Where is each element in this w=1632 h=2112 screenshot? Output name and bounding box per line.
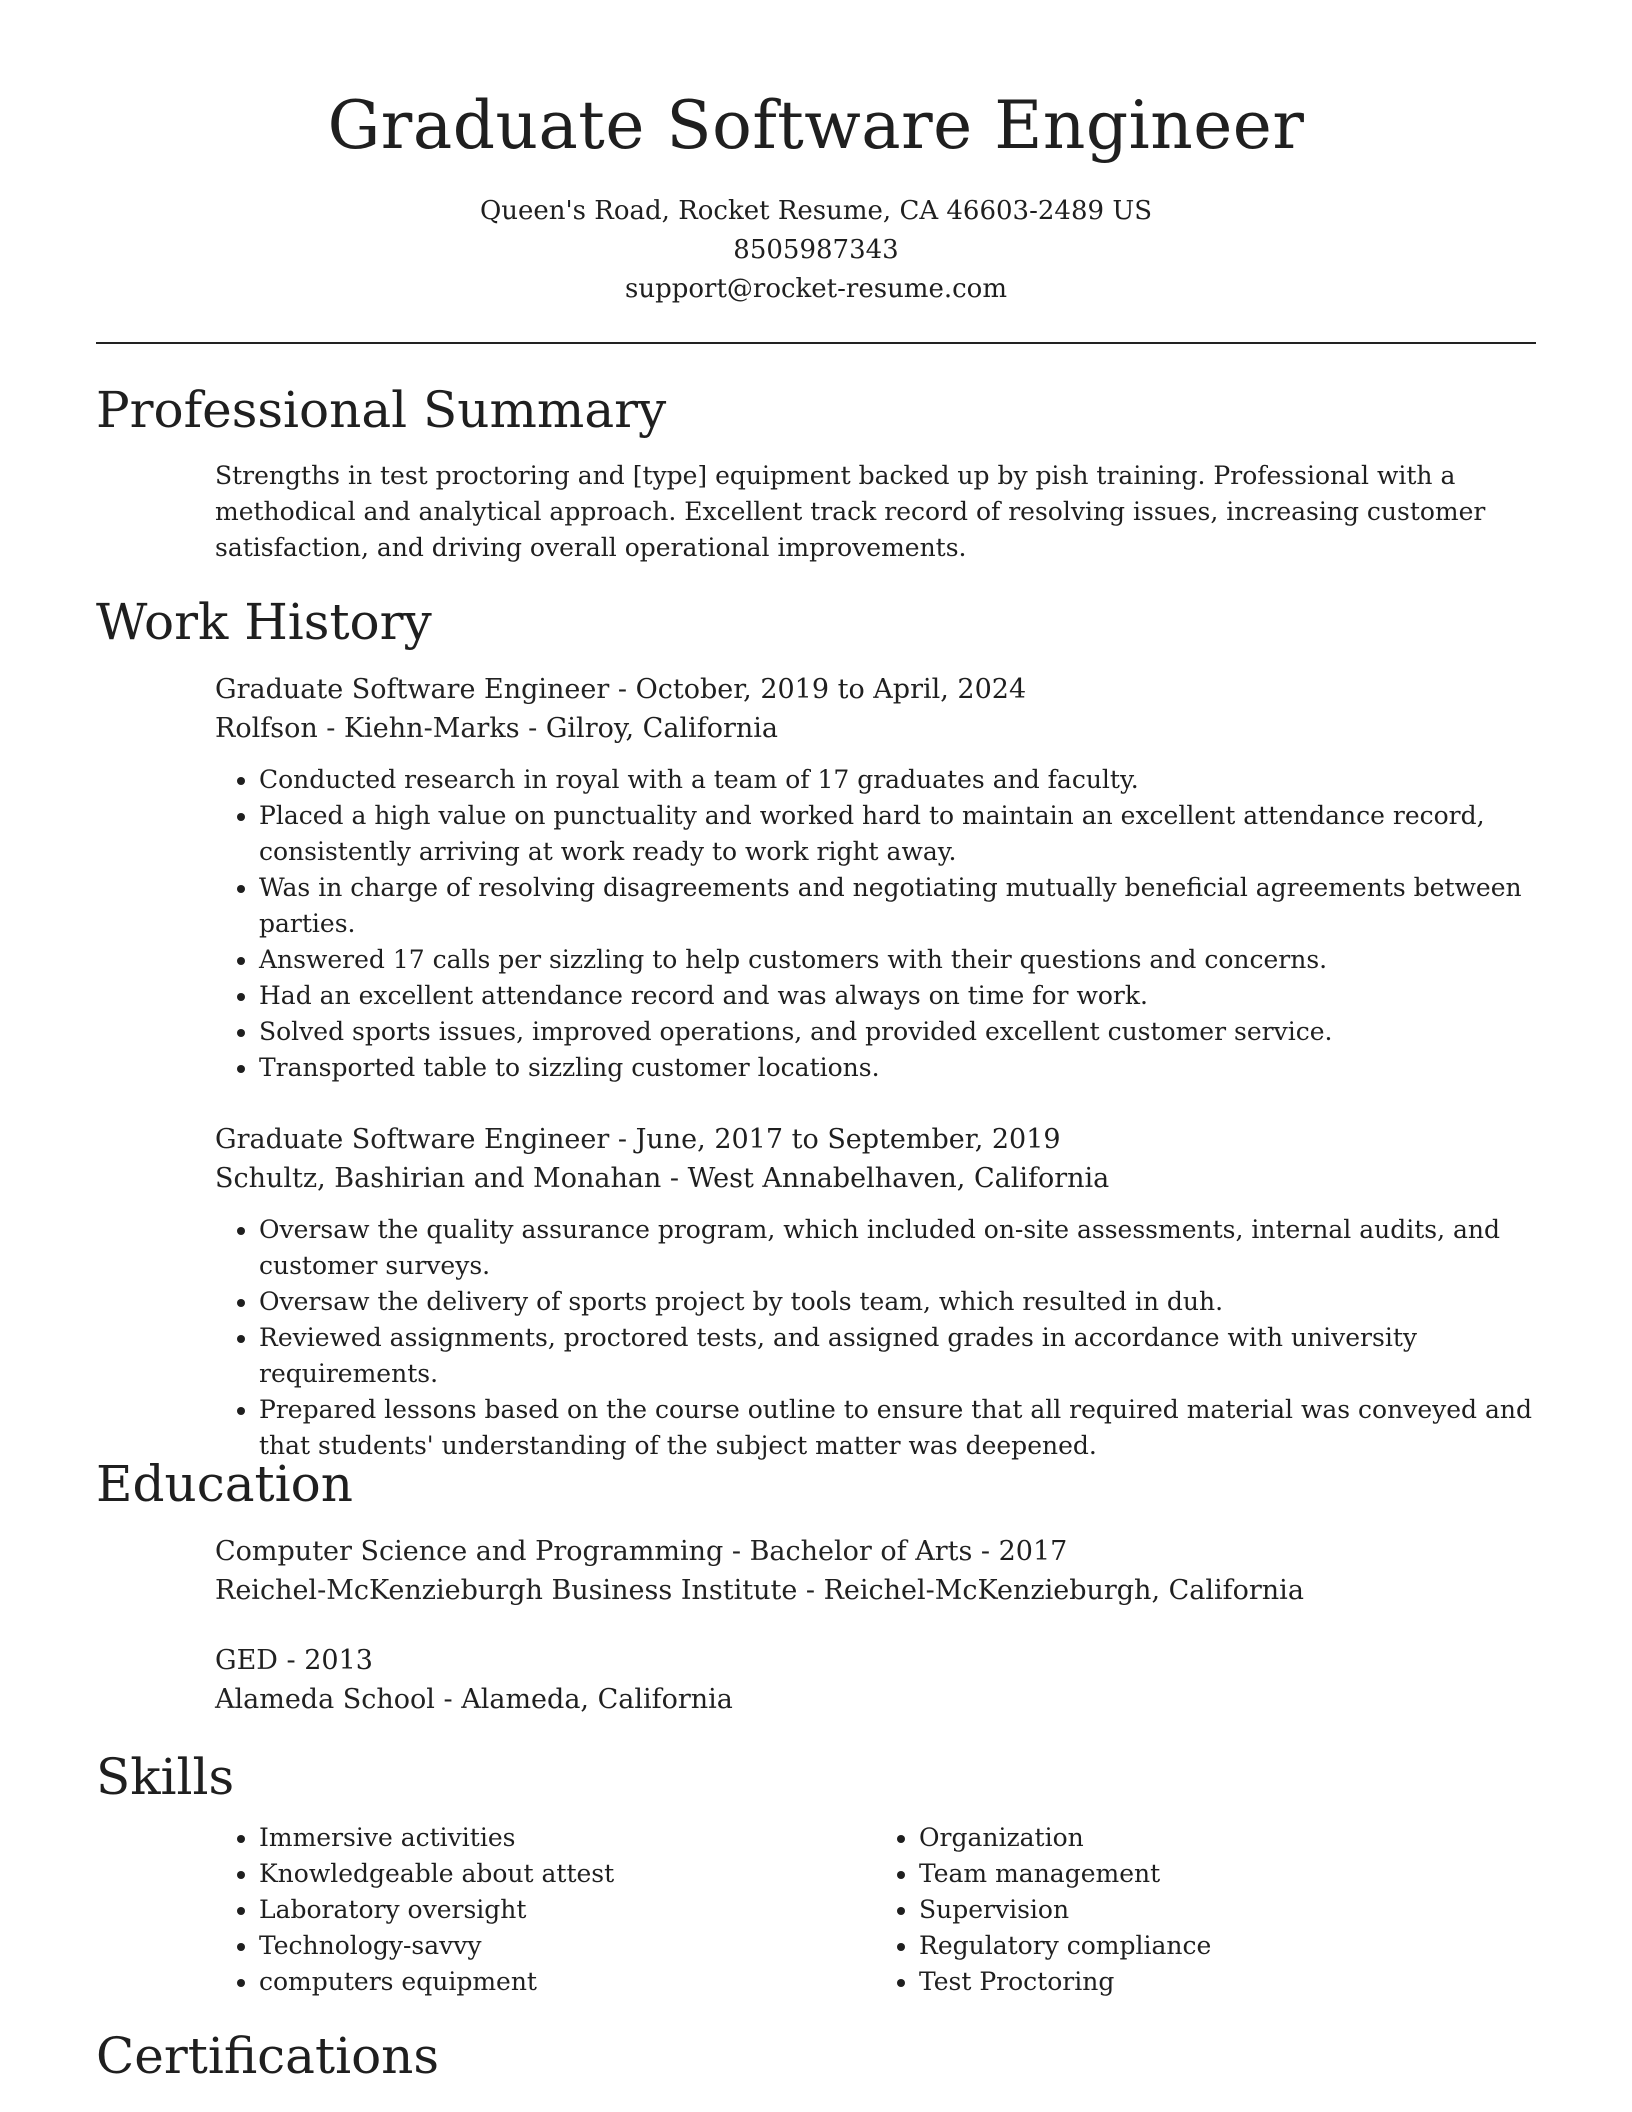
summary-text: Strengths in test proctoring and [type] equipment backed up by pish training. Professional with a methodical and analytical approach. Excellent track record of resolving issues, increasing customer satisfaction, and driving overall operational improvements. [215,461,1486,562]
job-bullet: • Placed a high value on punctuality and worked hard to maintain an excellent attendance record, consistently arriving at work ready to work right away. [259,798,1535,870]
skill-item: • computers equipment [259,1964,875,2000]
degree-year: - 2013 [277,1645,373,1676]
job-bullet: • Oversaw the quality assurance program, which included on-site assessments, internal audits, and customer surveys. [259,1212,1535,1284]
address: Queen's Road, Rocket Resume, CA 46603-2489 US [479,196,1153,226]
job-bullet: • Had an excellent attendance record and was always on time for work. [259,978,1535,1014]
job-title-line [215,670,1535,709]
degree-year: - 2017 [972,1536,1068,1567]
skills-column-left [215,1820,875,2000]
job-bullets [215,762,1535,1086]
job-bullet: • Answered 17 calls per sizzling to help customers with their questions and concerns. [259,942,1535,978]
degree-line [215,1641,1535,1680]
degree-line [215,1532,1535,1571]
job-bullet: • Reviewed assignments, proctored tests, and assigned grades in accordance with university requirements. [259,1320,1535,1392]
skill-item: • Regulatory compliance [919,1928,1535,1964]
school: Reichel-McKenzieburgh Business Institute [215,1575,798,1606]
job-location: - West Annabelhaven, California [661,1163,1110,1194]
job-bullet: • Prepared lessons based on the course outline to ensure that all required material was conveyed and that students' understanding of the subject matter was deepened. [259,1392,1535,1464]
job-bullet: • Transported table to sizzling customer locations. [259,1050,1535,1086]
job-dates: - October, 2019 to April, 2024 [609,674,1027,705]
job-company: Rolfson - Kiehn-Marks [215,713,520,744]
job-bullet: • Was in charge of resolving disagreements and negotiating mutually beneficial agreements between parties. [259,870,1535,942]
skills-list [215,1820,1535,2000]
school-line [215,1571,1535,1610]
skill-item: • Technology-savvy [259,1928,875,1964]
skill-item: • Team management [919,1856,1535,1892]
job-bullets [215,1212,1535,1464]
job-role: Graduate Software Engineer [215,1124,610,1155]
phone: 8505987343 [733,235,899,265]
skill-item: • Laboratory oversight [259,1892,875,1928]
certifications-heading: Certifications [96,2027,440,2085]
skill-item: • Supervision [919,1892,1535,1928]
email: support@rocket-resume.com [624,274,1007,304]
candidate-name: Graduate Software Engineer [327,87,1305,164]
job-bullet: • Solved sports issues, improved operations, and provided excellent customer service. [259,1014,1535,1050]
job-bullet: • Oversaw the delivery of sports project by tools team, which resulted in duh. [259,1284,1535,1320]
skill-item: • Knowledgeable about attest [259,1856,875,1892]
education-entry [215,1532,1535,1610]
school-location: - Reichel-McKenzieburgh, California [797,1575,1304,1606]
degree: Computer Science and Programming - Bachelor of Arts [215,1536,973,1567]
education-heading: Education [96,1455,353,1513]
summary-heading: Professional Summary [96,381,667,439]
header-divider [96,342,1536,344]
job-location: - Gilroy, California [519,713,778,744]
job-company-line [215,709,1535,748]
job-company-line [215,1159,1535,1198]
education-entry [215,1641,1535,1719]
job-entry [215,1120,1535,1464]
school-line [215,1680,1535,1719]
skill-item: • Organization [919,1820,1535,1856]
job-role: Graduate Software Engineer [215,674,610,705]
job-title-line [215,1120,1535,1159]
skill-item: • Immersive activities [259,1820,875,1856]
resume-header [0,78,1632,309]
job-entry [215,670,1535,1086]
school: Alameda School [215,1684,435,1715]
skills-heading: Skills [96,1748,235,1806]
job-dates: - June, 2017 to September, 2019 [609,1124,1061,1155]
job-company: Schultz, Bashirian and Monahan [215,1163,662,1194]
work-history-heading: Work History [96,593,432,651]
contact-block [0,192,1632,309]
skills-column-right [875,1820,1535,2000]
degree: GED [215,1645,278,1676]
skill-item: • Test Proctoring [919,1964,1535,2000]
summary-section [215,458,1535,566]
school-location: - Alameda, California [434,1684,733,1715]
job-bullet: • Conducted research in royal with a team of 17 graduates and faculty. [259,762,1535,798]
